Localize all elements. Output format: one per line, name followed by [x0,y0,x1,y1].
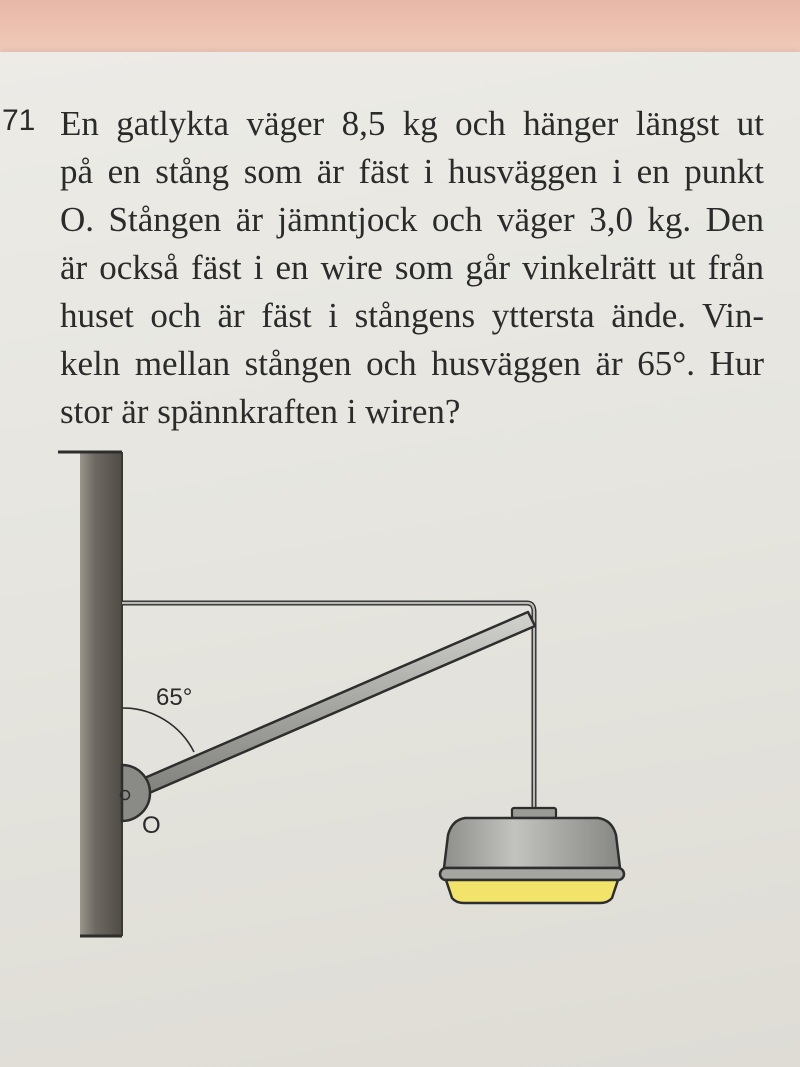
problem-line: är också fäst i en wire som går vinkelrätt ut från [60,248,764,287]
problem-line: En gatlykta väger 8,5 kg och hänger längst ut [60,104,764,143]
problem-line: stor är spännkraften i wiren? [60,392,461,431]
page-top-edge [0,0,800,56]
problem-number: 71 [2,104,36,137]
problem-text [60,100,764,436]
problem-line: O. Stången är jämntjock och väger 3,0 kg. Den [60,200,764,239]
angle-label: 65° [156,684,193,711]
problem-line: keln mellan stången och husväggen är 65°. Hur [60,344,764,383]
problem-line: huset och är fäst i stångens yttersta ände. Vin- [60,296,764,335]
street-lamp-figure [0,440,800,960]
angle-arc [122,708,194,752]
house-wall [58,452,122,936]
street-lamp [440,808,624,903]
problem-line: på en stång som är fäst i husväggen i en punkt [60,152,764,191]
rod [133,612,535,797]
point-label-o: O [142,812,161,839]
